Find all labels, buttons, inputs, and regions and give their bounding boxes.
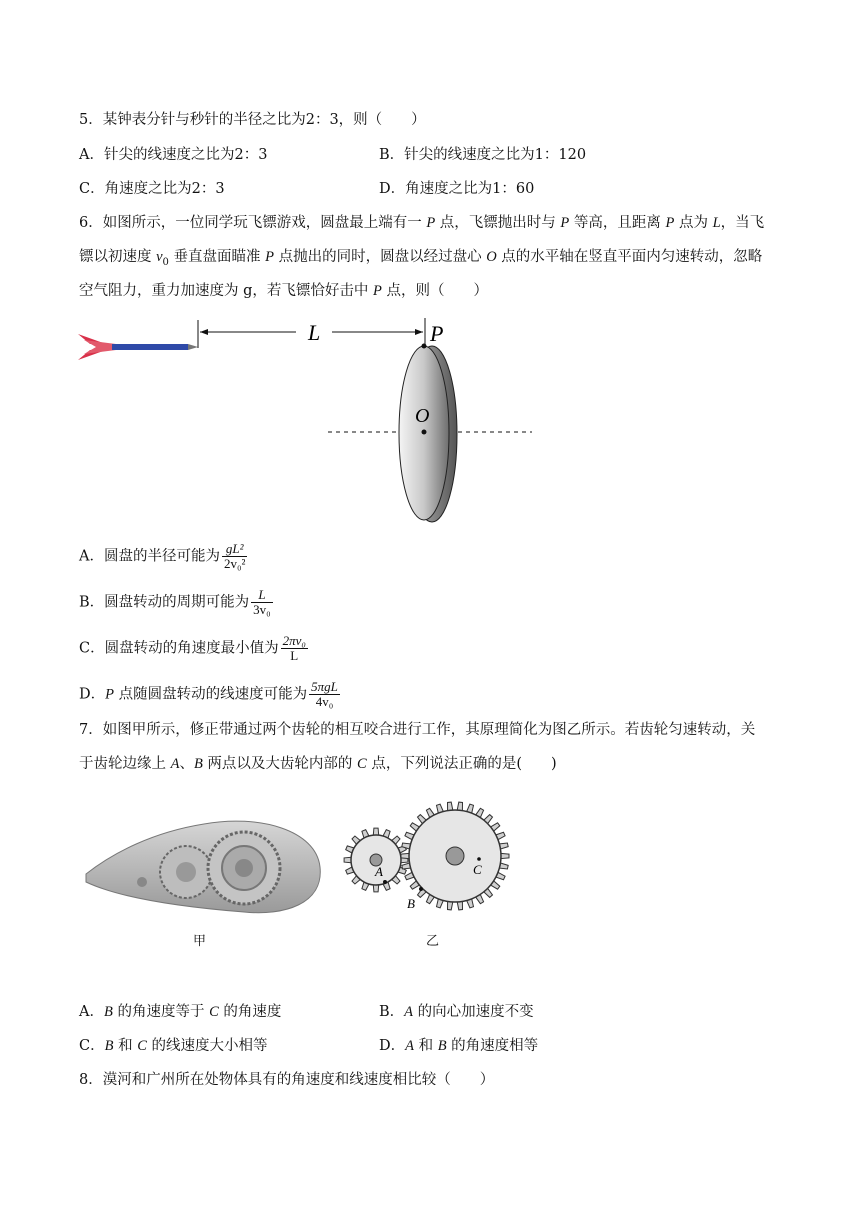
q5-option-b: B．针尖的线速度之比为1：120	[379, 147, 587, 163]
label-C: C	[473, 862, 482, 877]
q7-option-d: D．A 和 B 的角速度相等	[379, 1038, 539, 1054]
q6-option-c: C．圆盘转动的角速度最小值为 $\frac{\text{2πv₀}}{L}$	[79, 633, 306, 663]
q6-option-a: A．圆盘的半径可能为 $\frac{\text{gL²}}{\text{2v₀²}}$	[79, 541, 246, 571]
caption-jia: 甲	[193, 934, 207, 949]
q7-line2: 于齿轮边缘上 A、B 两点以及大齿轮内部的 C 点，下列说法正确的是( )	[79, 756, 557, 772]
q6-option-d: D．P 点随圆盘转动的线速度可能为 $\frac{\text{5πgL}}{\text{4v₀}}$	[79, 679, 338, 709]
label-A: A	[375, 864, 383, 879]
label-P: P	[430, 321, 444, 346]
q7-line1: 7．如图甲所示，修正带通过两个齿轮的相互咬合进行工作，其原理简化为图乙所示。若齿轮匀速转动，关	[79, 722, 756, 738]
q6-line1: 6．如图所示，一位同学玩飞镖游戏，圆盘最上端有一 P 点，飞镖抛出时与 P 等高，且距离 P 点为 L，当飞	[79, 215, 765, 231]
q5-option-a: A．针尖的线速度之比为2：3	[79, 147, 268, 163]
label-L: L	[308, 320, 321, 345]
q5-stem: 5．某钟表分针与秒针的半径之比为2：3，则（ ）	[79, 112, 426, 128]
q6-option-b: B．圆盘转动的周期可能为 $\frac{L}{\text{3v₀}}$	[79, 587, 271, 617]
dart-disc-figure	[76, 314, 546, 529]
dart-icon	[78, 334, 198, 360]
q7-option-a: A．B 的角速度等于 C 的角速度	[79, 1004, 282, 1020]
q5-option-d: D．角速度之比为1：60	[379, 181, 535, 197]
q6-line3: 空气阻力，重力加速度为 g，若飞镖恰好击中 P 点，则（ ）	[79, 283, 488, 299]
q6-line2: 镖以初速度 $v_0$ 垂直盘面瞄准 P 点抛出的同时，圆盘以经过盘心 O 点的水平轴在竖直平面内匀速转动，忽略	[79, 249, 763, 268]
q5-option-c: C．角速度之比为2：3	[79, 181, 225, 197]
caption-yi: 乙	[426, 934, 440, 949]
q7-option-b: B．A 的向心加速度不变	[379, 1004, 534, 1020]
label-O: O	[415, 405, 430, 427]
correction-tape-image	[84, 812, 324, 917]
label-B: B	[407, 896, 415, 911]
q8-stem: 8．漠河和广州所在处物体具有的角速度和线速度相比较（ ）	[79, 1072, 495, 1088]
gear-diagram	[338, 796, 518, 916]
q7-option-c: C．B 和 C 的线速度大小相等	[79, 1038, 268, 1054]
